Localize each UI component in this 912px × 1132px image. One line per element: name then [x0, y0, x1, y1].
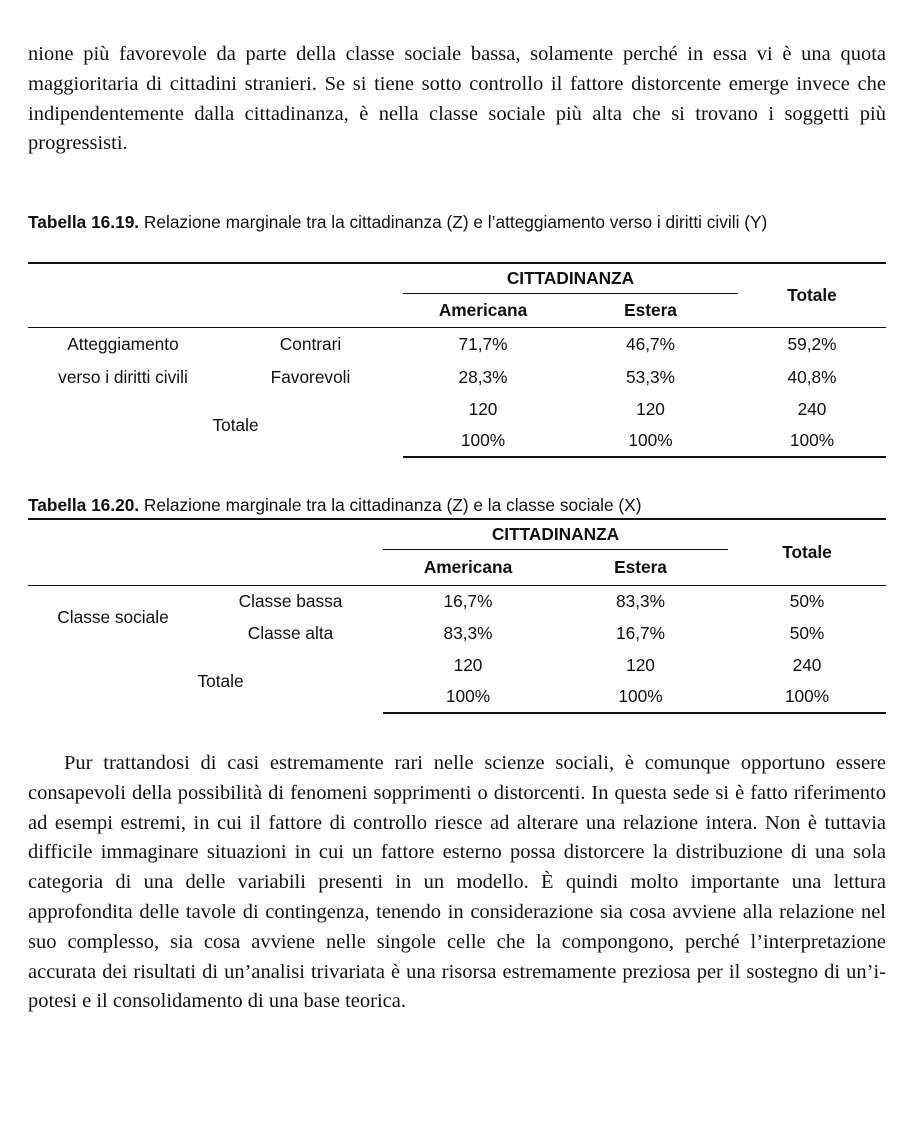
table2-group-header: CITTADINANZA — [383, 519, 728, 549]
table2-cell: 100% — [728, 681, 886, 713]
table-16-20 — [28, 518, 886, 714]
table2-cell: 16,7% — [615, 622, 665, 643]
table1-cell: 46,7% — [625, 333, 675, 354]
table2-cell: 50% — [789, 622, 825, 643]
table1-cell: 100% — [738, 425, 886, 457]
table1-row-var-line2: verso i diritti civili — [58, 366, 188, 387]
table2-cell: 50% — [789, 590, 825, 611]
table2-cell: 120 — [626, 654, 655, 675]
table2-caption — [28, 493, 886, 517]
table2-col-estera: Estera — [553, 549, 728, 585]
table1-col-americana: Americana — [403, 293, 563, 327]
table2-cell: 120 — [453, 654, 483, 675]
table2-row-var: Classe sociale — [57, 606, 169, 627]
table1-total-label: Totale — [212, 414, 259, 435]
table2-col-americana: Americana — [383, 549, 553, 585]
table1-caption — [28, 210, 886, 234]
table1-col-total: Totale — [738, 263, 886, 327]
table1-cell: 120 — [636, 398, 665, 419]
table-16-19 — [28, 262, 886, 458]
table1-col-estera: Estera — [563, 293, 738, 327]
table1-cell: 71,7% — [458, 333, 508, 354]
table2-total-label: Totale — [197, 670, 244, 691]
table2-cell: 16,7% — [443, 590, 493, 611]
table2-row-label-alta: Classe alta — [247, 622, 334, 643]
paragraph-bottom: Pur trattandosi di casi estremamente rari nelle scienze sociali, è comunque opportuno essere consapevoli della possibilità di fenomeni sopprimenti o distorcenti. In questa sede si è fatto riferimento ad esempi estremi, in cui il fattore di controllo riesce ad alterare una relazione intera. Non è tuttavia difficile immaginare situazioni in cui un fattore esterno possa distorcere la distribuzione di una sola categoria di una delle variabili presenti in un modello. È quindi molto importante una lettura approfondita delle tavole di contingenza, tenendo in considerazione sia cosa avviene alla relazione nel suo complesso, sia cosa avviene nelle singole celle che la compongono, perché l’interpretazione accurata dei risultati di un’analisi trivariata è una risorsa estremamente preziosa per il sostegno di un’ipotesi e il consolidamento di una base teorica. — [28, 752, 886, 1013]
table1-row-label-favorevoli: Favorevoli — [270, 366, 351, 387]
table2-cell: 100% — [553, 681, 728, 713]
table2-cell: 83,3% — [443, 622, 493, 643]
table2-caption-label: Tabella 16.20. — [28, 495, 140, 515]
table1-row-label-contrari: Contrari — [279, 333, 342, 354]
table1-cell: 240 — [797, 398, 827, 419]
table1-row-var-line1: Atteggiamento — [67, 333, 179, 354]
table1-cell: 28,3% — [458, 366, 508, 387]
table2-cell: 100% — [383, 681, 553, 713]
table2-col-total: Totale — [728, 519, 886, 585]
table2-cell: 83,3% — [615, 590, 665, 611]
table1-caption-text: Relazione marginale tra la cittadinanza (Z) e l’atteggiamento verso i diritti civili (Y) — [139, 212, 768, 232]
table1-caption-label: Tabella 16.19. — [28, 212, 140, 232]
table1-cell: 53,3% — [625, 366, 675, 387]
table2-row-label-bassa: Classe bassa — [238, 590, 343, 611]
paragraph-top: nione più favorevole da parte della classe sociale bassa, solamente perché in essa vi è una quota maggioritaria di cittadini stranieri. Se si tiene sotto controllo il fattore distorcente emerge invece che indipendentemente dalla cittadinanza, è nella classe sociale più alta che si trovano i soggetti più progressisti. — [28, 43, 886, 155]
table2-caption-text: Relazione marginale tra la cittadinanza (Z) e la classe sociale (X) — [139, 495, 642, 515]
table1-cell: 100% — [403, 425, 563, 457]
table1-cell: 59,2% — [787, 333, 837, 354]
table2-cell: 240 — [792, 654, 822, 675]
table1-cell: 120 — [468, 398, 498, 419]
table1-cell: 100% — [563, 425, 738, 457]
table1-cell: 40,8% — [787, 366, 837, 387]
table1-group-header: CITTADINANZA — [403, 263, 738, 293]
